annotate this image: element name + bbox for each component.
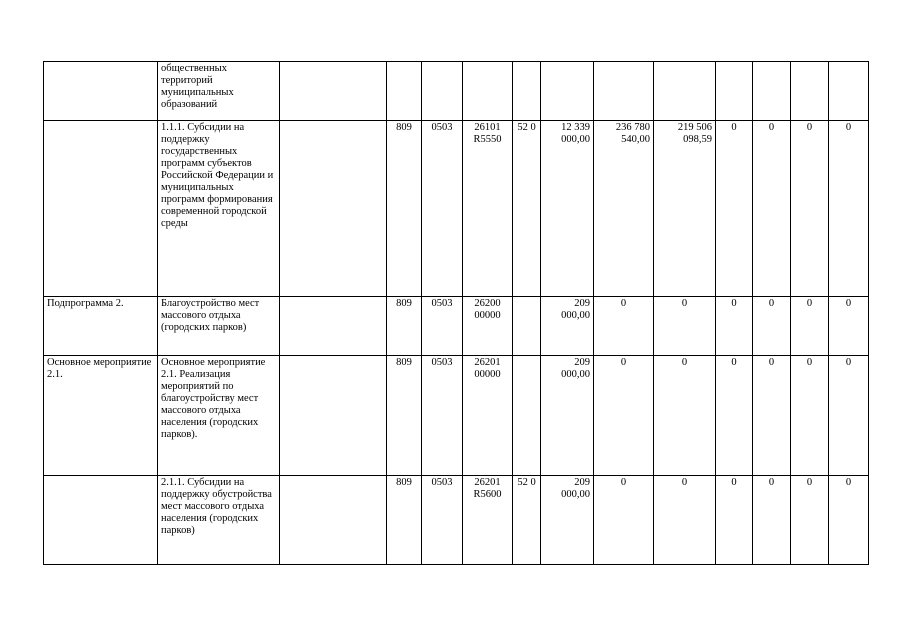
grbs-cell: [387, 62, 422, 121]
table-body: [44, 62, 869, 565]
value-cell-5: 0: [753, 121, 791, 297]
executor-cell: [280, 297, 387, 356]
value-cell-3: 0: [654, 356, 716, 476]
value-cell-1: 209 000,00: [541, 356, 594, 476]
value-cell-2: 0: [594, 356, 654, 476]
rzpr-cell: 0503: [422, 121, 463, 297]
grbs-cell: 809: [387, 476, 422, 565]
value-cell-6: 0: [791, 121, 829, 297]
value-cell-7: 0: [829, 356, 869, 476]
value-cell-1: 209 000,00: [541, 297, 594, 356]
vr-cell: 52 0: [513, 476, 541, 565]
executor-cell: [280, 476, 387, 565]
value-cell-4: [716, 62, 753, 121]
value-cell-3: 0: [654, 297, 716, 356]
rzpr-cell: 0503: [422, 356, 463, 476]
value-cell-7: 0: [829, 121, 869, 297]
value-cell-7: [829, 62, 869, 121]
vr-cell: [513, 356, 541, 476]
table-row: [44, 121, 869, 297]
value-cell-2: 0: [594, 476, 654, 565]
executor-cell: [280, 356, 387, 476]
csr-cell: [463, 62, 513, 121]
value-cell-3: 0: [654, 476, 716, 565]
status-cell: [44, 476, 158, 565]
value-cell-4: 0: [716, 121, 753, 297]
csr-cell: 26200 00000: [463, 297, 513, 356]
name-cell: 2.1.1. Субсидии на поддержку обустройства мест массового отдыха населения (городских парков): [158, 476, 280, 565]
value-cell-4: 0: [716, 356, 753, 476]
value-cell-3: [654, 62, 716, 121]
csr-cell: 26201 R5600: [463, 476, 513, 565]
status-cell: [44, 121, 158, 297]
name-cell: Основное мероприятие 2.1. Реализация мероприятий по благоустройству мест массового отдыха населения (городских парков).: [158, 356, 280, 476]
table-row: [44, 356, 869, 476]
value-cell-5: 0: [753, 476, 791, 565]
name-cell: 1.1.1. Субсидии на поддержку государственных программ субъектов Российской Федерации и муниципальных программ формирования современной городской среды: [158, 121, 280, 297]
table-row: [44, 62, 869, 121]
value-cell-1: 209 000,00: [541, 476, 594, 565]
name-cell: Благоустройство мест массового отдыха (городских парков): [158, 297, 280, 356]
value-cell-2: 236 780 540,00: [594, 121, 654, 297]
value-cell-4: 0: [716, 297, 753, 356]
budget-table: [43, 61, 869, 565]
rzpr-cell: 0503: [422, 476, 463, 565]
value-cell-1: [541, 62, 594, 121]
vr-cell: [513, 62, 541, 121]
vr-cell: 52 0: [513, 121, 541, 297]
value-cell-7: 0: [829, 476, 869, 565]
executor-cell: [280, 121, 387, 297]
status-cell: Подпрограмма 2.: [44, 297, 158, 356]
table-row: [44, 476, 869, 565]
grbs-cell: 809: [387, 121, 422, 297]
value-cell-6: 0: [791, 356, 829, 476]
value-cell-7: 0: [829, 297, 869, 356]
value-cell-6: [791, 62, 829, 121]
csr-cell: 26101 R5550: [463, 121, 513, 297]
rzpr-cell: 0503: [422, 297, 463, 356]
status-cell: [44, 62, 158, 121]
csr-cell: 26201 00000: [463, 356, 513, 476]
executor-cell: [280, 62, 387, 121]
value-cell-4: 0: [716, 476, 753, 565]
value-cell-6: 0: [791, 297, 829, 356]
status-cell: Основное мероприятие 2.1.: [44, 356, 158, 476]
name-cell: общественных территорий муниципальных образований: [158, 62, 280, 121]
table-row: [44, 297, 869, 356]
grbs-cell: 809: [387, 356, 422, 476]
value-cell-5: [753, 62, 791, 121]
value-cell-3: 219 506 098,59: [654, 121, 716, 297]
value-cell-1: 12 339 000,00: [541, 121, 594, 297]
value-cell-6: 0: [791, 476, 829, 565]
grbs-cell: 809: [387, 297, 422, 356]
value-cell-2: [594, 62, 654, 121]
rzpr-cell: [422, 62, 463, 121]
vr-cell: [513, 297, 541, 356]
value-cell-5: 0: [753, 297, 791, 356]
value-cell-5: 0: [753, 356, 791, 476]
value-cell-2: 0: [594, 297, 654, 356]
